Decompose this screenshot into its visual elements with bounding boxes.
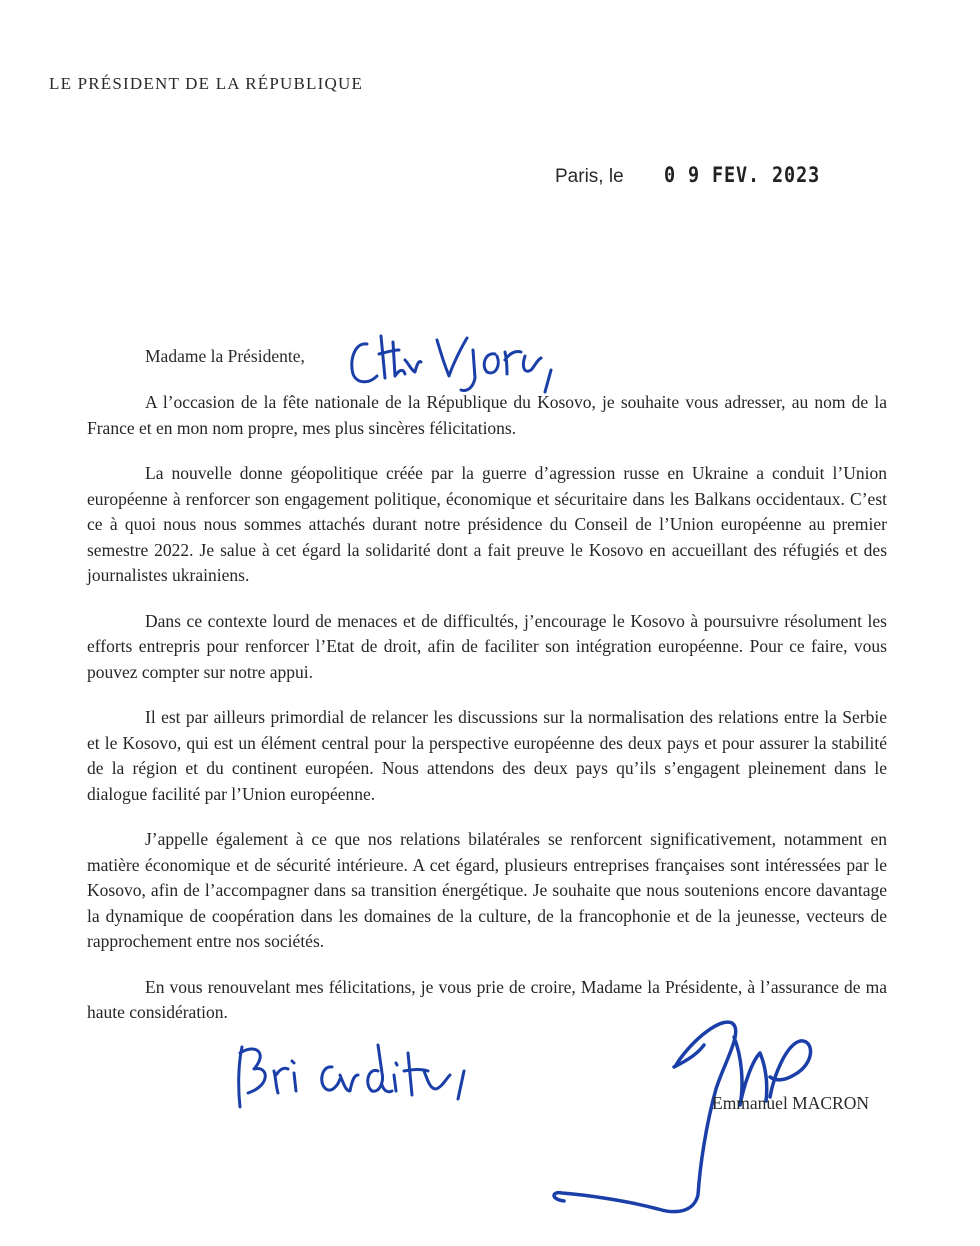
paragraph-1: A l’occasion de la fête nationale de la République du Kosovo, je souhaite vous adresser, au nom de la France et en mon nom propre, mes plus sincères félicitations. (87, 392, 887, 438)
paragraph-2: La nouvelle donne géopolitique créée par la guerre d’agression russe en Ukraine a conduit l’Union européenne à renforcer son engagement politique, économique et sécuritaire dans les Balkans occidentaux. C’est ce à quoi nous nous sommes attachés durant notre présidence du Conseil de l’Union européenne au premier semestre 2022. Je salue à cet égard la solidarité dont a fait preuve le Kosovo en accueillant des réfugiés et des journalistes ukrainiens. (87, 463, 887, 585)
salutation: Madame la Présidente, (145, 346, 305, 366)
date-line (555, 163, 841, 188)
date-prefix: Paris, le (555, 166, 624, 187)
paragraph-6: En vous renouvelant mes félicitations, je vous prie de croire, Madame la Présidente, à l’assurance de ma haute considération. (87, 976, 887, 1022)
handwritten-closing (228, 1035, 478, 1120)
paragraph-3: Dans ce contexte lourd de menaces et de difficultés, j’encourage le Kosovo à poursuivre résolument les efforts entrepris pour renforcer l’Etat de droit, afin de faciliter son intégration européenne. Pour ce faire, vous pouvez compter sur notre appui. (87, 610, 887, 682)
date-stamp: 0 9 FEV. 2023 (663, 163, 820, 187)
letterhead: LE PRÉSIDENT DE LA RÉPUBLIQUE (49, 74, 364, 93)
paragraph-5: J’appelle également à ce que nos relations bilatérales se renforcent significativement, notamment en matière économique et de sécurité intérieure. A cet égard, plusieurs entreprises françaises sont intéressées par le Kosovo, afin de l’accompagner dans sa transition énergétique. Je souhaite que nous soutenions encore davantage la dynamique de coopération dans les domaines de la culture, de la francophonie et de la jeunesse, vecteurs de rapprochement entre nos sociétés. (87, 829, 887, 951)
signatory-name: Emmanuel MACRON (712, 1093, 870, 1113)
paragraph-4: Il est par ailleurs primordial de relancer les discussions sur la normalisation des relations entre la Serbie et le Kosovo, qui est un élément central pour la perspective européenne des deux pays et pour assurer la stabilité de la région et du continent européen. Nous attendons des deux pays qu’ils s’engagent pleinement dans le dialogue facilité par l’Union européenne. (87, 707, 887, 804)
letter-body (87, 390, 887, 1046)
